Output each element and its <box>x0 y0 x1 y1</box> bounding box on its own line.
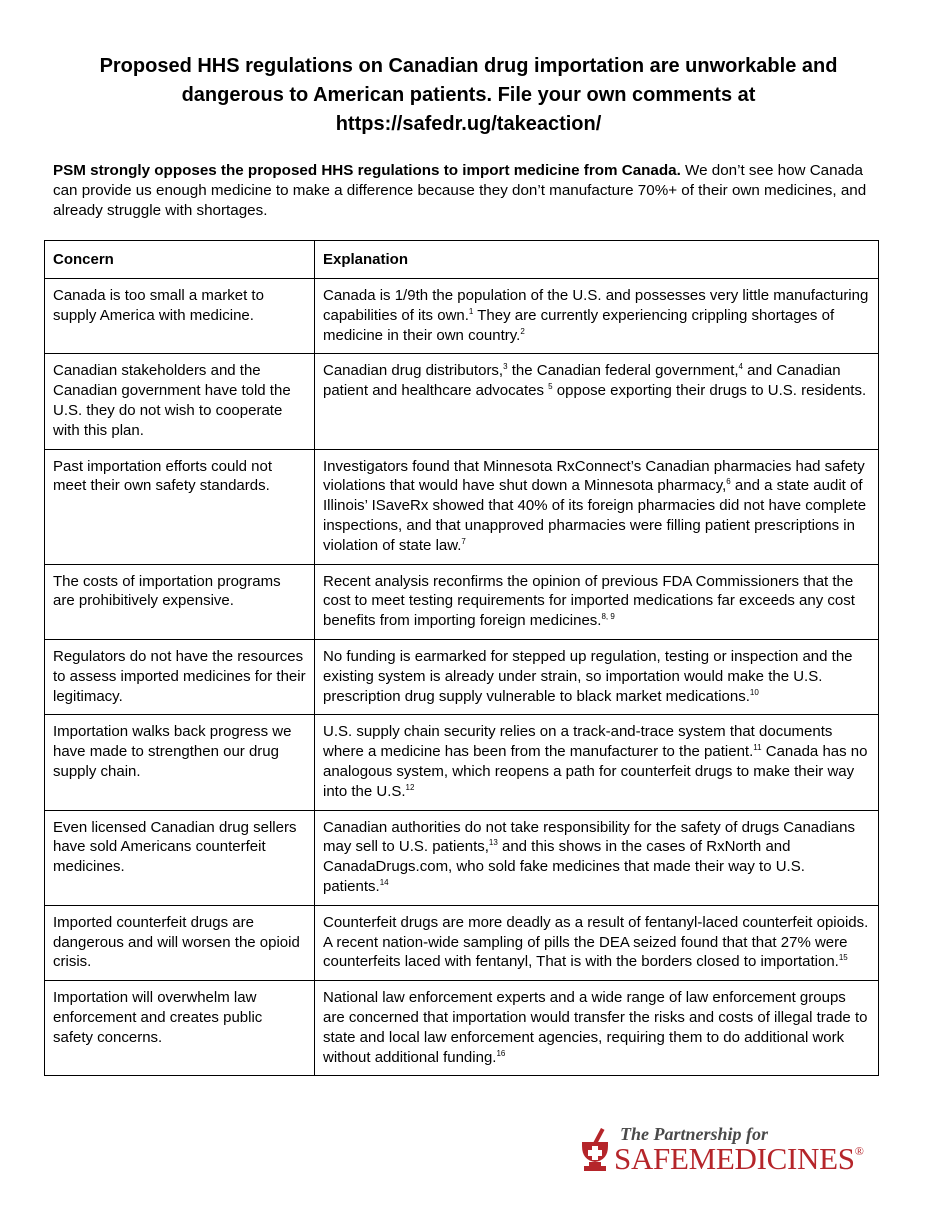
table-row <box>45 639 879 714</box>
explanation-cell <box>315 564 879 639</box>
footnote-reference[interactable]: 11 <box>753 743 762 753</box>
concerns-table <box>44 240 879 1076</box>
mortar-pestle-cross-icon <box>580 1128 610 1174</box>
table-row <box>45 279 879 354</box>
explanation-cell <box>315 981 879 1076</box>
footnote-reference[interactable]: 2 <box>520 326 525 336</box>
table-row <box>45 905 879 980</box>
explanation-text: Canadian drug distributors, <box>323 362 504 380</box>
table-body <box>45 279 879 1076</box>
title-url-link[interactable]: https://safedr.ug/takeaction/ <box>335 113 602 135</box>
registered-mark: ® <box>854 1144 864 1158</box>
footnote-reference[interactable]: 7 <box>461 536 466 546</box>
footnote-reference[interactable]: 3 <box>503 362 508 372</box>
explanation-text: and a state audit of Illinois’ ISaveRx showed that 40% of its foreign pharmacies did not have complete inspections, and that unapproved pharmacies were filling patient prescriptions in violation of state law. <box>323 477 867 554</box>
concern-cell: Even licensed Canadian drug sellers have sold Americans counterfeit medicines. <box>45 810 315 905</box>
safe-medicines-logo <box>580 1124 920 1180</box>
explanation-cell <box>315 810 879 905</box>
footnote-reference[interactable]: 6 <box>726 477 731 487</box>
table-row <box>45 449 879 564</box>
table-row <box>45 564 879 639</box>
explanation-cell <box>315 639 879 714</box>
intro-bold-statement: PSM strongly opposes the proposed HHS regulations to import medicine from Canada. <box>53 162 681 179</box>
page-title <box>60 52 877 139</box>
header-explanation: Explanation <box>315 241 879 279</box>
logo-tagline: The Partnership for <box>620 1124 769 1144</box>
footnote-reference[interactable]: 13 <box>488 838 498 848</box>
intro-text: We don’t see how Canada can provide us enough medicine to make a difference because they don’t manufacture 70%+ of their own medicines, and already struggle with shortages. <box>53 162 867 219</box>
table-header-row <box>45 241 879 279</box>
explanation-text: and this shows in the cases of RxNorth and CanadaDrugs.com, who sold fake medicines that made their way to U.S. patients. <box>323 838 805 895</box>
footnote-reference[interactable]: 1 <box>468 306 474 316</box>
explanation-text: They are currently experiencing crippling shortages of medicine in their own country. <box>323 306 835 344</box>
explanation-text: and Canadian patient and healthcare advocates <box>323 362 841 400</box>
explanation-cell <box>315 449 879 564</box>
concern-cell: Past importation efforts could not meet their own safety standards. <box>45 449 315 564</box>
explanation-text: U.S. supply chain security relies on a track-and-trace system that documents where a medicine has been from the manufacturer to the patient. <box>323 723 833 761</box>
explanation-text: Canada is 1/9th the population of the U.S. and possesses very little manufacturing capabilities of its own. <box>323 287 869 324</box>
table-row <box>45 354 879 449</box>
explanation-text: Canadian authorities do not take responsibility for the safety of drugs Canadians may sell to U.S. patients, <box>323 818 855 856</box>
explanation-cell <box>315 279 879 354</box>
logo-name-text: SAFEMEDICINES <box>614 1141 855 1176</box>
concern-cell: Imported counterfeit drugs are dangerous and will worsen the opioid crisis. <box>45 905 315 980</box>
table-row <box>45 715 879 810</box>
concern-cell: The costs of importation programs are prohibitively expensive. <box>45 564 315 639</box>
explanation-text: Recent analysis reconfirms the opinion of previous FDA Commissioners that the cost to meet testing requirements for imported medications far exceeds any cost benefits from importing foreign medicines. <box>323 572 855 630</box>
concern-cell: Canada is too small a market to supply America with medicine. <box>45 279 315 354</box>
explanation-text: Investigators found that Minnesota RxConnect’s Canadian pharmacies had safety violations that would have shut down a Minnesota pharmacy, <box>323 457 865 495</box>
footnote-reference[interactable]: 12 <box>405 782 415 792</box>
title-line-2: dangerous to American patients. File your own comments at <box>181 84 756 106</box>
explanation-text: National law enforcement experts and a wide range of law enforcement groups are concerned that importation would transfer the risks and costs of illegal trade to state and local law enforcement agencies, requiring them to do additional work without additional funding. <box>323 989 868 1066</box>
footnote-reference[interactable]: 15 <box>838 953 848 963</box>
header-concern: Concern <box>45 241 315 279</box>
table-row <box>45 810 879 905</box>
footnote-reference[interactable]: 5 <box>548 382 553 392</box>
concern-cell: Importation will overwhelm law enforcement and creates public safety concerns. <box>45 981 315 1076</box>
intro-paragraph <box>53 161 883 221</box>
explanation-text: Canada has no analogous system, which reopens a path for counterfeit drugs to make their way into the U.S. <box>323 743 868 800</box>
logo-wordmark <box>614 1141 864 1177</box>
footnote-reference[interactable]: 14 <box>379 877 389 887</box>
explanation-text: No funding is earmarked for stepped up regulation, testing or inspection and the existing system is already under strain, so importation would make the U.S. prescription drug supply vulnerable to black market medications. <box>323 647 853 705</box>
explanation-text: Counterfeit drugs are more deadly as a result of fentanyl-laced counterfeit opioids. A recent nation-wide sampling of pills the DEA seized found that that 27% were counterfeits laced with fentanyl, That is with the borders closed to importation. <box>323 913 869 971</box>
explanation-text: oppose exporting their drugs to U.S. residents. <box>552 382 867 400</box>
concern-cell: Regulators do not have the resources to assess imported medicines for their legitimacy. <box>45 639 315 714</box>
footnote-reference[interactable]: 10 <box>749 687 759 697</box>
table-row <box>45 981 879 1076</box>
explanation-cell <box>315 715 879 810</box>
footnote-reference[interactable]: 16 <box>496 1048 506 1058</box>
title-line-1: Proposed HHS regulations on Canadian drug importation are unworkable and <box>99 55 838 77</box>
footnote-reference[interactable]: 4 <box>738 362 743 372</box>
explanation-cell <box>315 905 879 980</box>
concern-cell: Importation walks back progress we have made to strengthen our drug supply chain. <box>45 715 315 810</box>
footnote-reference[interactable]: 8, 9 <box>601 612 615 622</box>
concern-cell: Canadian stakeholders and the Canadian government have told the U.S. they do not wish to cooperate with this plan. <box>45 354 315 449</box>
explanation-cell <box>315 354 879 449</box>
explanation-text: the Canadian federal government, <box>507 362 739 380</box>
